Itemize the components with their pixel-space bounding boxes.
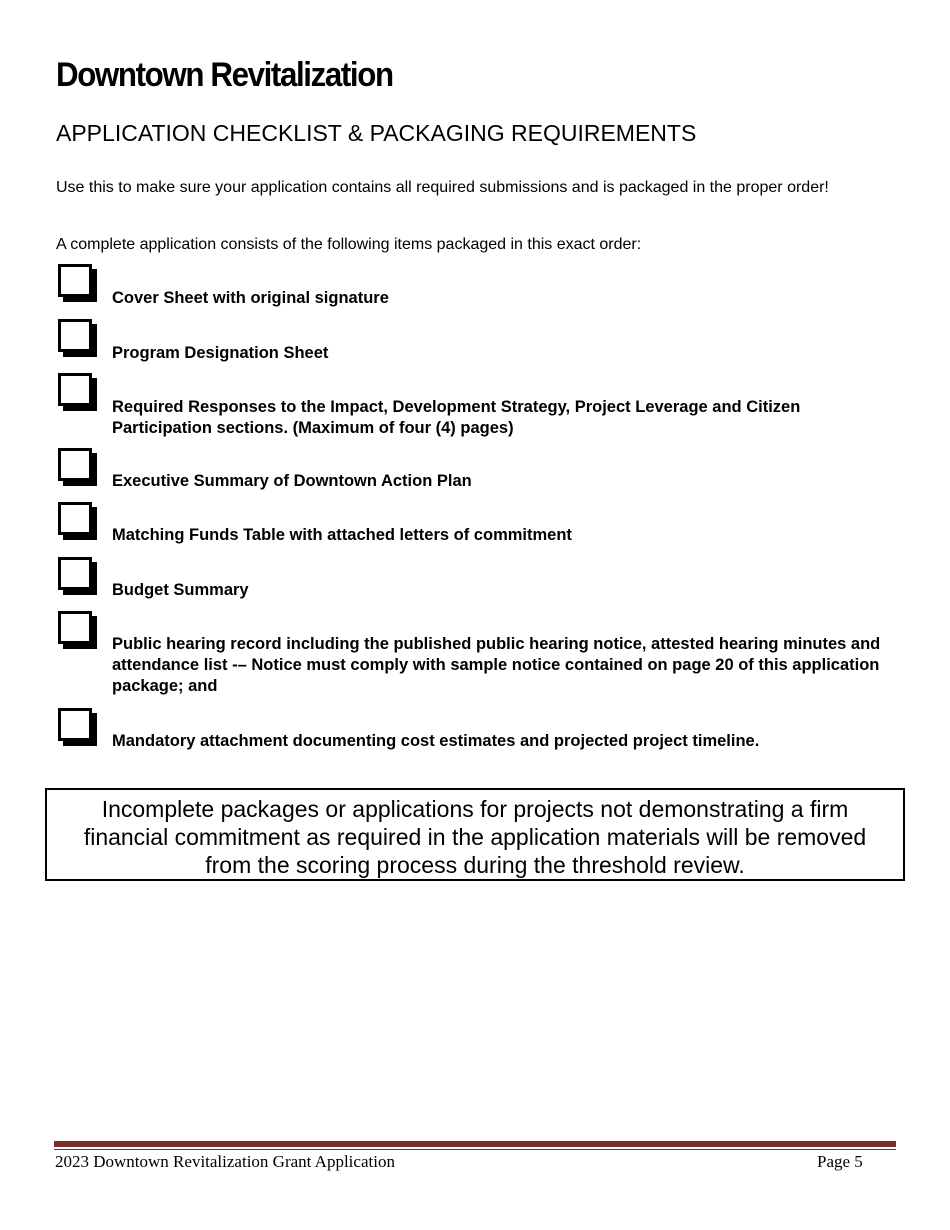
warning-text: Incomplete packages or applications for projects not demonstrating a firm financial commitment as required in the application materials will be removed from the scoring process during the threshold review. bbox=[83, 796, 867, 878]
checklist-item-label: Mandatory attachment documenting cost estimates and projected project timeline. bbox=[112, 732, 760, 750]
checklist-item-label: Matching Funds Table with attached letters of commitment bbox=[112, 526, 572, 544]
footer-divider bbox=[54, 1141, 896, 1147]
checkbox-icon[interactable] bbox=[58, 611, 92, 644]
checkbox-icon[interactable] bbox=[58, 264, 92, 297]
checkbox-icon[interactable] bbox=[58, 502, 92, 535]
checklist-item-label: Required Responses to the Impact, Development Strategy, Project Leverage and Citizen Participation sections. (Maximum of four (4) pages) bbox=[112, 398, 801, 437]
checkbox-icon[interactable] bbox=[58, 708, 92, 741]
checklist-item-label: Program Designation Sheet bbox=[112, 344, 329, 362]
incomplete-warning-box bbox=[45, 788, 905, 881]
checkbox-icon[interactable] bbox=[58, 557, 92, 590]
checkbox-icon[interactable] bbox=[58, 373, 92, 406]
checklist-item-label: Budget Summary bbox=[112, 581, 249, 599]
page-number: Page 5 bbox=[817, 1152, 863, 1171]
intro-text: Use this to make sure your application contains all required submissions and is packaged in the proper order! bbox=[56, 179, 829, 196]
checkbox-icon[interactable] bbox=[58, 319, 92, 352]
checklist-item-label: Public hearing record including the published public hearing notice, attested hearing minutes and attendance list -– Notice must comply with sample notice contained on page 20 of this application package; and bbox=[112, 635, 881, 695]
page-title: Downtown Revitalization bbox=[56, 56, 393, 94]
checkbox-icon[interactable] bbox=[58, 448, 92, 481]
checklist-item-label: Executive Summary of Downtown Action Plan bbox=[112, 472, 472, 490]
lead-text: A complete application consists of the following items packaged in this exact order: bbox=[56, 236, 642, 253]
checklist-item-label: Cover Sheet with original signature bbox=[112, 289, 389, 307]
page-subtitle: APPLICATION CHECKLIST & PACKAGING REQUIREMENTS bbox=[56, 120, 697, 146]
footer-document-title: 2023 Downtown Revitalization Grant Application bbox=[55, 1152, 395, 1171]
